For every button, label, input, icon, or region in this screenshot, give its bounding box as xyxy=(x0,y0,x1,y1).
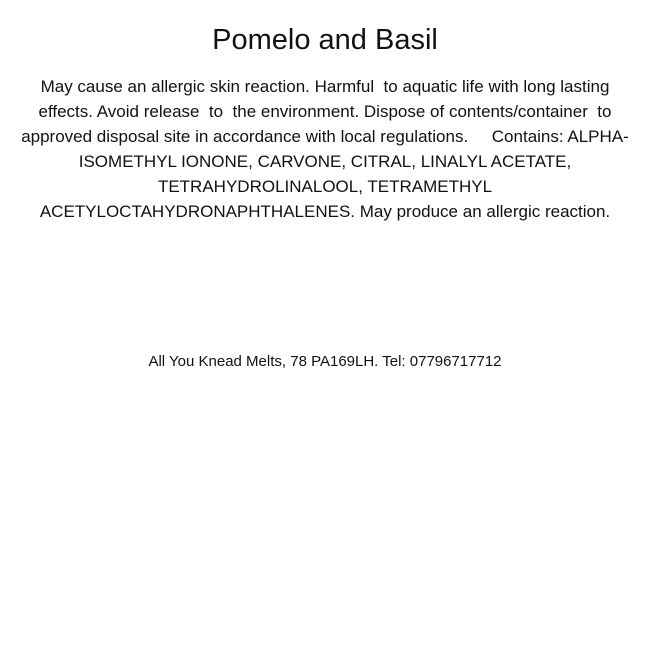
safety-warning-text: May cause an allergic skin reaction. Harmful to aquatic life with long lasting effects. Avoid release to the environment. Dispose of contents/container to approved disposal site in accordance with local regulations. Contains: ALPHA-ISOMETHYL IONONE, CARVONE, CITRAL, LINALYL ACETATE, TETRAHYDROLINALOOL, TETRAMETHYL ACETYLOCTAHYDRONAPHTHALENES. May produce an allergic reaction. xyxy=(21,77,629,221)
product-title: Pomelo and Basil xyxy=(212,24,438,56)
supplier-contact-line: All You Knead Melts, 78 PA169LH. Tel: 07796717712 xyxy=(148,353,502,370)
